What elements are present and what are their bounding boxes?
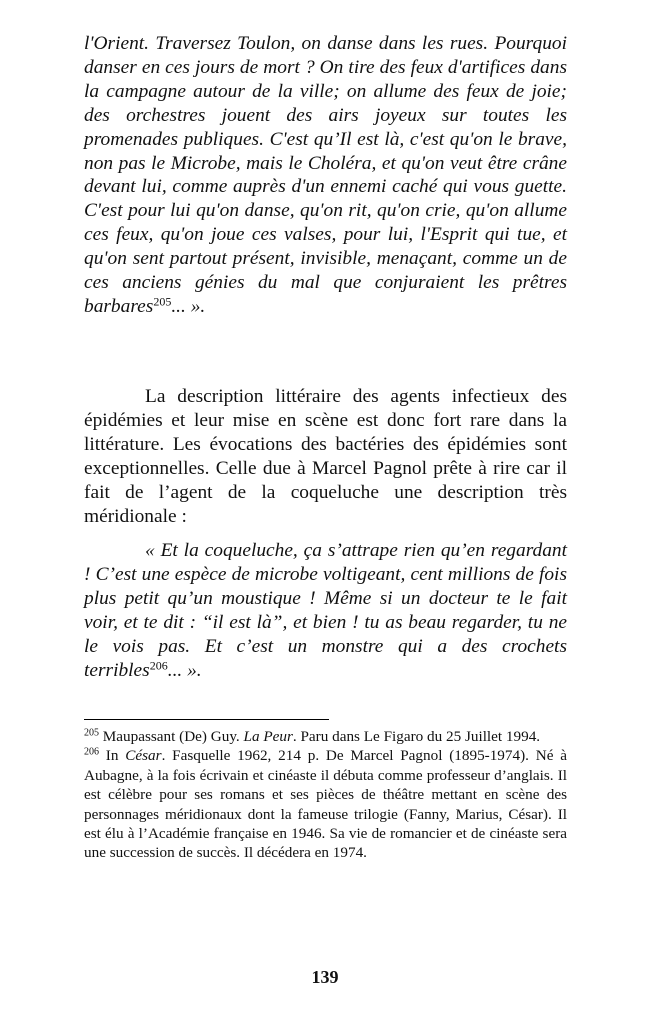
footnote-text: In xyxy=(99,747,126,765)
footnote-number: 205 xyxy=(84,727,99,739)
footnote-separator xyxy=(84,719,329,720)
quote-text: « Et la coqueluche, ça s’attrape rien qu’en regardant ! C’est une espèce de microbe voltigeant, cent millions de fois plus petit qu’un moustique ! Même si un docteur te le fait voir, et te dit : “il est là”, et bien ! tu as beau regarder, tu ne le vois pas. Et c’est un monstre qui a des crochets terribles xyxy=(84,540,567,681)
page-number: 139 xyxy=(311,967,339,987)
footnote-number: 206 xyxy=(84,746,99,758)
maupassant-quote-continuation xyxy=(84,32,567,319)
footnote-ref-205[interactable]: 205 xyxy=(153,294,172,309)
footnote-title: César xyxy=(125,747,162,765)
footnote-206 xyxy=(84,746,567,862)
quote-text: l'Orient. Traversez Toulon, on danse dans les rues. Pourquoi danser en ces jours de mort ? On tire des feux d'artifices dans la campagne autour de la ville; on allume des feux de joie; des orchestres jouent des airs joyeux sur toutes les promenades publiques. C'est qu’Il est là, c'est qu'on le brave, non pas le Microbe, mais le Choléra, et qu'on veut être crâne devant lui, comme auprès d'un ennemi caché qui vous guette. C'est pour lui qu'on danse, qu'on rit, qu'on crie, qu'on allume ces feux, qu'on joue ces valses, pour lui, l'Esprit qui tue, et qu'on sent partout présent, invisible, menaçant, comme un de ces anciens génies du mal que conjuraient les prêtres barbares xyxy=(84,33,567,317)
footnote-205 xyxy=(84,727,567,746)
footnote-title: La Peur xyxy=(243,728,293,745)
quote-closing: ... ». xyxy=(167,659,202,681)
footnote-ref-206[interactable]: 206 xyxy=(149,657,168,672)
quote-closing: ... ». xyxy=(171,295,206,317)
footnote-text: . Paru dans Le Figaro du 25 Juillet 1994. xyxy=(292,728,541,745)
footnote-text: . Fasquelle 1962, 214 p. De Marcel Pagnol (1895-1974). Né à Aubagne, à la fois écrivain et cinéaste il débuta comme professeur d’anglais. Il est célèbre pour ses romans et ses pièces de théâtre mettant en scène des personnages méridionaux dont la fameuse trilogie (Fanny, Marius, César). Il est élu à l’Académie française en 1946. Sa vie de romancier et de cinéaste sera une succession de succès. Il décédera en 1974. xyxy=(84,747,568,862)
body-paragraph: La description littéraire des agents infectieux des épidémies et leur mise en scène est donc fort rare dans la littérature. Les évocations des bactéries des épidémies sont exceptionnelles. Celle due à Marcel Pagnol prête à rire car il fait de l’agent de la coqueluche une description très méridionale : xyxy=(84,386,567,527)
footnote-text: Maupassant (De) Guy. xyxy=(99,728,244,745)
footnotes xyxy=(84,727,567,863)
pagnol-quote xyxy=(84,539,567,682)
